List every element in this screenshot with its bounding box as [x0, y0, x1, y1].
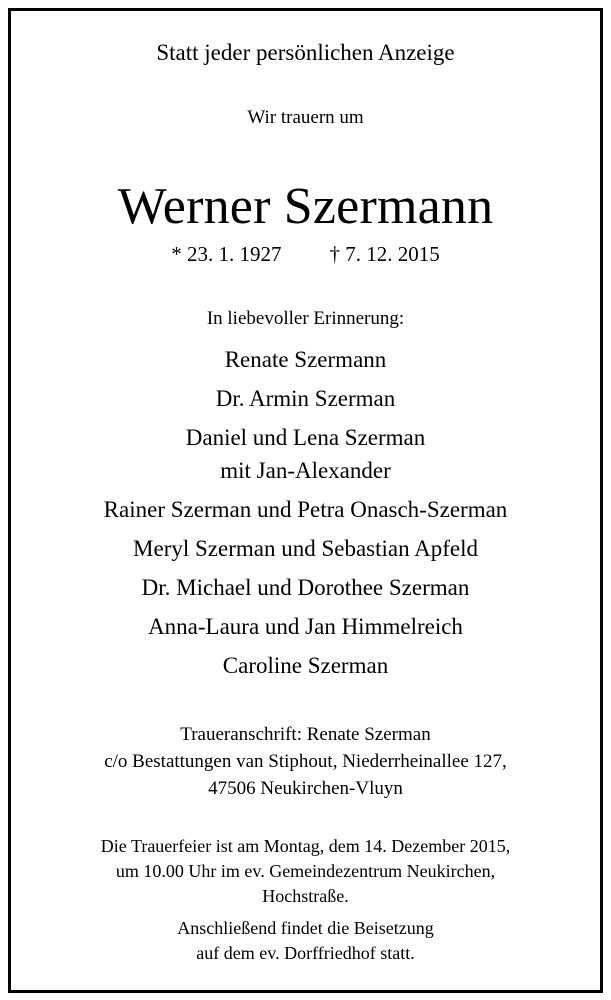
mourner-name: Daniel und Lena Szerman: [185, 425, 426, 450]
mourners-list: [11, 345, 600, 690]
mourner-name: mit Jan-Alexander: [220, 458, 391, 483]
memory-line: In liebevoller Erinnerung:: [206, 308, 405, 329]
deceased-name: Werner Szermann: [117, 178, 494, 235]
life-dates: [11, 242, 600, 267]
funeral-line: Die Trauerfeier ist am Montag, dem 14. Dezember 2015,: [100, 836, 511, 856]
obituary-notice: [11, 11, 600, 990]
notice-border: [8, 8, 603, 993]
notice-header: Statt jeder persönlichen Anzeige: [156, 40, 455, 65]
burial-line: Anschließend findet die Beisetzung: [177, 918, 434, 938]
address-line: Traueranschrift: Renate Szerman: [180, 724, 431, 745]
mourn-line: Wir trauern um: [247, 107, 364, 128]
mourner-name: Dr. Armin Szerman: [215, 386, 396, 411]
mourner-name: Rainer Szerman und Petra Onasch-Szerman: [103, 497, 508, 522]
funeral-line: um 10.00 Uhr im ev. Gemeindezentrum Neukirchen,: [115, 861, 496, 881]
address-line: 47506 Neukirchen-Vluyn: [208, 778, 403, 799]
address-line: c/o Bestattungen van Stiphout, Niederrheinallee 127,: [104, 751, 507, 772]
mourner-name: Dr. Michael und Dorothee Szerman: [141, 575, 470, 600]
mourner-name: Meryl Szerman und Sebastian Apfeld: [133, 536, 478, 561]
mourner-name: Renate Szermann: [224, 347, 387, 372]
mourning-address: [11, 721, 600, 802]
mourner-name: Caroline Szerman: [222, 653, 389, 678]
birth-date: * 23. 1. 1927: [171, 242, 282, 266]
burial-info: [11, 916, 600, 966]
funeral-info: [11, 834, 600, 909]
death-date: † 7. 12. 2015: [329, 242, 440, 266]
burial-line: auf dem ev. Dorffriedhof statt.: [196, 943, 415, 963]
mourner-name: Anna-Laura und Jan Himmelreich: [148, 614, 463, 639]
funeral-line: Hochstraße.: [262, 886, 349, 906]
